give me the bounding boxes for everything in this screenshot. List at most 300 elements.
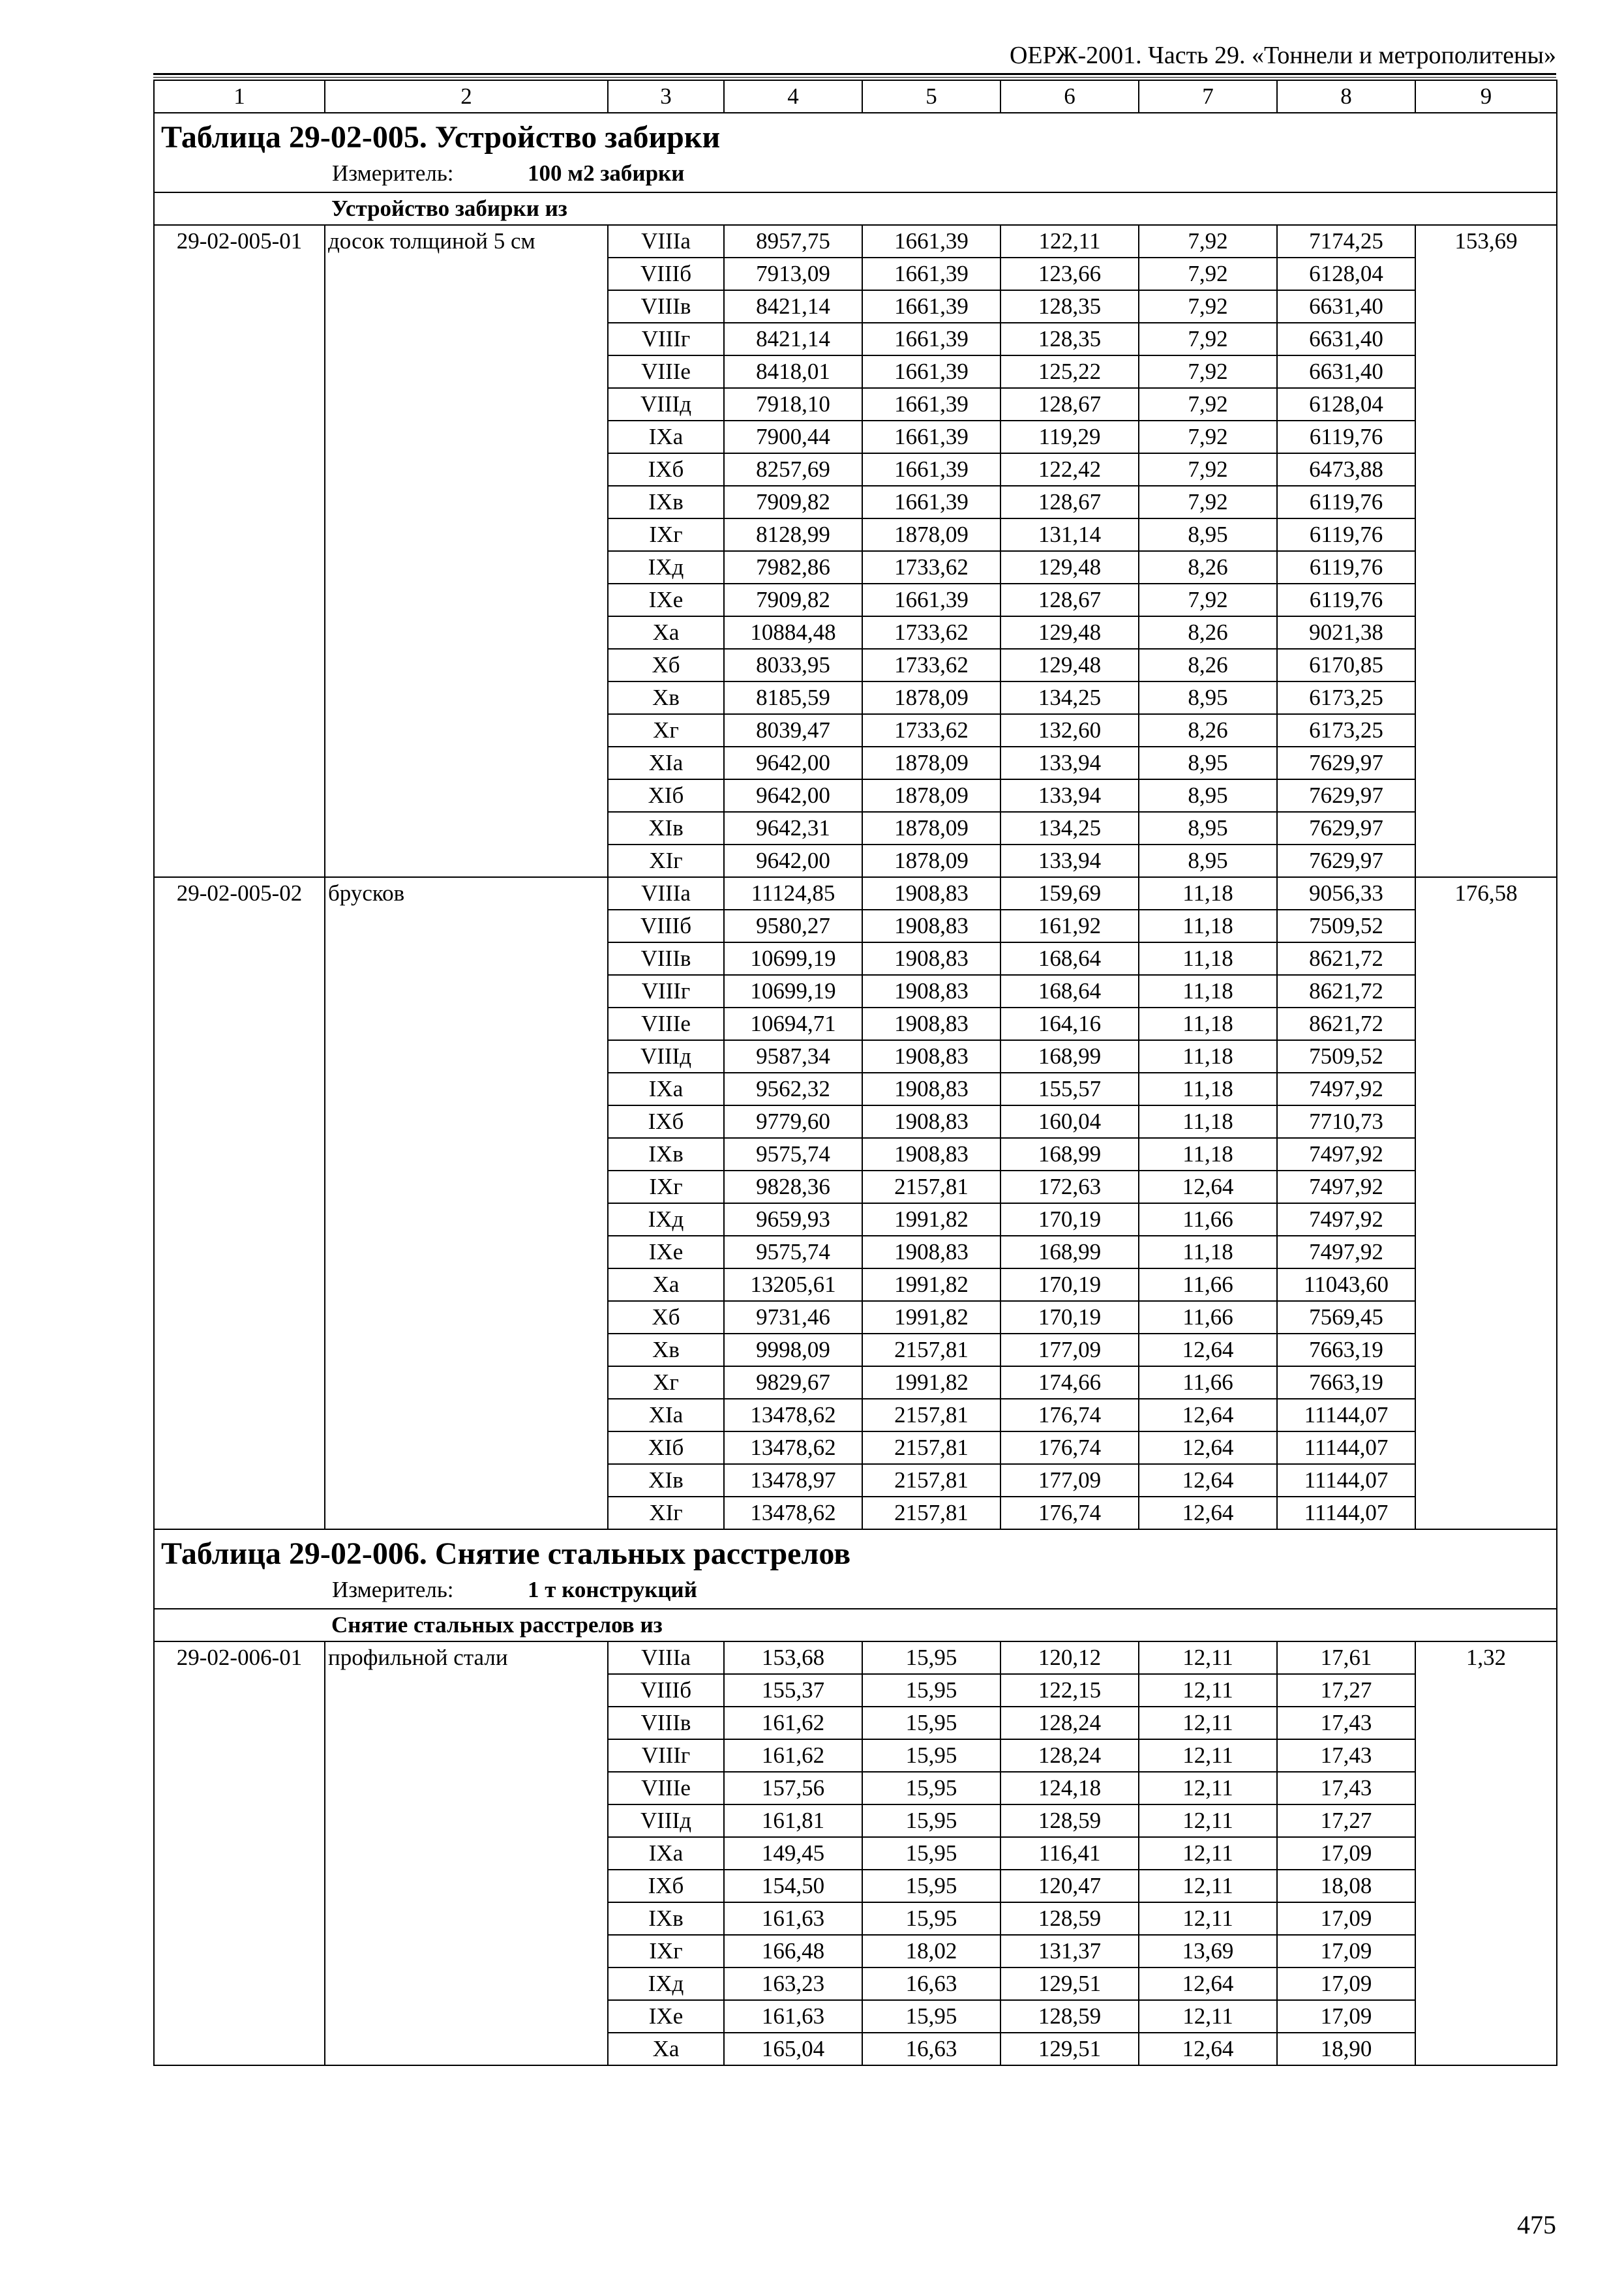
materials-cost: 7629,97: [1277, 812, 1415, 845]
total-cost: 9998,09: [724, 1334, 862, 1366]
machinist-wages: 11,18: [1139, 975, 1277, 1008]
machine-cost: 122,11: [1000, 225, 1139, 258]
materials-cost: 11043,60: [1277, 1268, 1415, 1301]
zone-class: Xб: [608, 1301, 724, 1334]
total-cost: 8421,14: [724, 323, 862, 355]
materials-cost: 8621,72: [1277, 1008, 1415, 1040]
wages: 1661,39: [862, 258, 1000, 290]
wages: 1908,83: [862, 877, 1000, 910]
zone-class: VIIIд: [608, 388, 724, 421]
total-cost: 157,56: [724, 1772, 862, 1804]
zone-class: XIа: [608, 1399, 724, 1431]
machinist-wages: 8,26: [1139, 551, 1277, 584]
materials-cost: 17,27: [1277, 1674, 1415, 1707]
materials-cost: 7663,19: [1277, 1366, 1415, 1399]
rate-code: 29-02-005-02: [154, 877, 325, 1529]
wages: 15,95: [862, 1772, 1000, 1804]
measure-row: [154, 1574, 1557, 1609]
zone-class: Xа: [608, 1268, 724, 1301]
materials-cost: 6128,04: [1277, 258, 1415, 290]
rate-name: досок толщиной 5 см: [325, 225, 608, 877]
machine-cost: 128,67: [1000, 486, 1139, 518]
machinist-wages: 11,18: [1139, 877, 1277, 910]
machine-cost: 174,66: [1000, 1366, 1139, 1399]
machine-cost: 122,15: [1000, 1674, 1139, 1707]
total-cost: 161,62: [724, 1739, 862, 1772]
machinist-wages: 8,95: [1139, 779, 1277, 812]
wages: 15,95: [862, 1902, 1000, 1935]
total-cost: 7982,86: [724, 551, 862, 584]
materials-cost: 7509,52: [1277, 1040, 1415, 1073]
wages: 1878,09: [862, 845, 1000, 877]
wages: 15,95: [862, 2000, 1000, 2033]
machine-cost: 116,41: [1000, 1837, 1139, 1870]
materials-cost: 7497,92: [1277, 1073, 1415, 1105]
measure-value: 100 м2 забирки: [528, 160, 685, 186]
machine-cost: 133,94: [1000, 747, 1139, 779]
materials-cost: 7497,92: [1277, 1171, 1415, 1203]
machinist-wages: 12,64: [1139, 2033, 1277, 2065]
wages: 2157,81: [862, 1399, 1000, 1431]
materials-cost: 17,43: [1277, 1772, 1415, 1804]
wages: 1661,39: [862, 225, 1000, 258]
materials-cost: 8621,72: [1277, 975, 1415, 1008]
total-cost: 9829,67: [724, 1366, 862, 1399]
zone-class: IXб: [608, 453, 724, 486]
total-cost: 8128,99: [724, 518, 862, 551]
machinist-wages: 12,64: [1139, 1431, 1277, 1464]
machinist-wages: 7,92: [1139, 421, 1277, 453]
wages: 2157,81: [862, 1431, 1000, 1464]
machine-cost: 128,35: [1000, 323, 1139, 355]
machinist-wages: 8,95: [1139, 747, 1277, 779]
machine-cost: 124,18: [1000, 1772, 1139, 1804]
section-subtitle: Снятие стальных расстрелов из: [154, 1609, 1557, 1641]
zone-class: VIIIе: [608, 355, 724, 388]
machine-cost: 131,37: [1000, 1935, 1139, 1967]
machine-cost: 168,99: [1000, 1138, 1139, 1171]
total-cost: 8957,75: [724, 225, 862, 258]
materials-cost: 7629,97: [1277, 747, 1415, 779]
machine-cost: 128,35: [1000, 290, 1139, 323]
column-number: 2: [325, 80, 608, 113]
machine-cost: 128,24: [1000, 1739, 1139, 1772]
machine-cost: 129,48: [1000, 616, 1139, 649]
zone-class: XIв: [608, 812, 724, 845]
zone-class: Xг: [608, 714, 724, 747]
total-cost: 11124,85: [724, 877, 862, 910]
rate-name: брусков: [325, 877, 608, 1529]
zone-class: Xа: [608, 616, 724, 649]
materials-cost: 17,61: [1277, 1641, 1415, 1674]
machinist-wages: 12,64: [1139, 1171, 1277, 1203]
total-cost: 7900,44: [724, 421, 862, 453]
wages: 1908,83: [862, 1236, 1000, 1268]
materials-cost: 6631,40: [1277, 323, 1415, 355]
total-cost: 13478,97: [724, 1464, 862, 1497]
section-title-row: [154, 1529, 1557, 1574]
column-number: 4: [724, 80, 862, 113]
wages: 1908,83: [862, 1008, 1000, 1040]
materials-cost: 17,09: [1277, 2000, 1415, 2033]
materials-cost: 6173,25: [1277, 714, 1415, 747]
machinist-wages: 12,64: [1139, 1497, 1277, 1529]
machine-cost: 129,51: [1000, 1967, 1139, 2000]
machine-cost: 172,63: [1000, 1171, 1139, 1203]
total-cost: 13478,62: [724, 1431, 862, 1464]
zone-class: VIIIб: [608, 258, 724, 290]
total-cost: 9642,31: [724, 812, 862, 845]
materials-cost: 6119,76: [1277, 551, 1415, 584]
materials-cost: 7497,92: [1277, 1236, 1415, 1268]
header-rule-thick: [153, 73, 1556, 75]
wages: 2157,81: [862, 1334, 1000, 1366]
machinist-wages: 11,18: [1139, 1138, 1277, 1171]
total-cost: 8257,69: [724, 453, 862, 486]
machine-cost: 125,22: [1000, 355, 1139, 388]
wages: 1661,39: [862, 290, 1000, 323]
machine-cost: 164,16: [1000, 1008, 1139, 1040]
rates-table: [153, 80, 1557, 2066]
zone-class: VIIIг: [608, 1739, 724, 1772]
zone-class: VIIIд: [608, 1804, 724, 1837]
machine-cost: 159,69: [1000, 877, 1139, 910]
machine-cost: 128,24: [1000, 1707, 1139, 1739]
machine-cost: 170,19: [1000, 1203, 1139, 1236]
machine-cost: 131,14: [1000, 518, 1139, 551]
machinist-wages: 7,92: [1139, 584, 1277, 616]
total-cost: 9642,00: [724, 779, 862, 812]
zone-class: IXв: [608, 1902, 724, 1935]
zone-class: Xв: [608, 1334, 724, 1366]
zone-class: VIIIа: [608, 225, 724, 258]
machinist-wages: 7,92: [1139, 486, 1277, 518]
materials-cost: 11144,07: [1277, 1399, 1415, 1431]
wages: 15,95: [862, 1707, 1000, 1739]
materials-cost: 6119,76: [1277, 518, 1415, 551]
materials-cost: 7710,73: [1277, 1105, 1415, 1138]
machine-cost: 128,67: [1000, 584, 1139, 616]
wages: 2157,81: [862, 1497, 1000, 1529]
machine-cost: 120,12: [1000, 1641, 1139, 1674]
wages: 1661,39: [862, 453, 1000, 486]
machinist-wages: 12,11: [1139, 1772, 1277, 1804]
wages: 15,95: [862, 1804, 1000, 1837]
wages: 16,63: [862, 1967, 1000, 2000]
column-number: 1: [154, 80, 325, 113]
column-number: 9: [1415, 80, 1557, 113]
wages: 2157,81: [862, 1464, 1000, 1497]
machinist-wages: 11,18: [1139, 1073, 1277, 1105]
wages: 1908,83: [862, 1040, 1000, 1073]
table-row: [154, 1641, 1557, 1674]
materials-cost: 11144,07: [1277, 1464, 1415, 1497]
machine-cost: 134,25: [1000, 812, 1139, 845]
total-cost: 9828,36: [724, 1171, 862, 1203]
machinist-wages: 12,64: [1139, 1967, 1277, 2000]
header-rule-thin: [153, 77, 1556, 78]
section-title: Таблица 29-02-005. Устройство забирки: [161, 120, 721, 155]
total-cost: 161,63: [724, 1902, 862, 1935]
total-cost: 8039,47: [724, 714, 862, 747]
wages: 15,95: [862, 1837, 1000, 1870]
column-number: 7: [1139, 80, 1277, 113]
rate-code: 29-02-006-01: [154, 1641, 325, 2065]
zone-class: Xб: [608, 649, 724, 681]
total-cost: 155,37: [724, 1674, 862, 1707]
zone-class: VIIIа: [608, 877, 724, 910]
machine-cost: 160,04: [1000, 1105, 1139, 1138]
zone-class: IXг: [608, 1935, 724, 1967]
materials-cost: 6119,76: [1277, 421, 1415, 453]
subtitle-row: [154, 192, 1557, 225]
machinist-wages: 12,11: [1139, 1674, 1277, 1707]
materials-cost: 6128,04: [1277, 388, 1415, 421]
wages: 18,02: [862, 1935, 1000, 1967]
machine-cost: 177,09: [1000, 1334, 1139, 1366]
total-cost: 13478,62: [724, 1497, 862, 1529]
zone-class: XIг: [608, 1497, 724, 1529]
machinist-wages: 11,66: [1139, 1203, 1277, 1236]
column-number-row: [154, 80, 1557, 113]
wages: 1661,39: [862, 486, 1000, 518]
materials-cost: 7509,52: [1277, 910, 1415, 942]
measure-cell: [154, 1574, 1557, 1609]
machinist-wages: 7,92: [1139, 453, 1277, 486]
wages: 15,95: [862, 1870, 1000, 1902]
labor-cost: 1,32: [1415, 1641, 1557, 2065]
wages: 1908,83: [862, 1073, 1000, 1105]
machinist-wages: 7,92: [1139, 388, 1277, 421]
measure-label: Измеритель:: [332, 160, 454, 186]
zone-class: VIIIд: [608, 1040, 724, 1073]
wages: 1878,09: [862, 812, 1000, 845]
machine-cost: 128,59: [1000, 1804, 1139, 1837]
zone-class: IXг: [608, 518, 724, 551]
materials-cost: 17,09: [1277, 1967, 1415, 2000]
zone-class: IXа: [608, 421, 724, 453]
materials-cost: 8621,72: [1277, 942, 1415, 975]
wages: 1908,83: [862, 1105, 1000, 1138]
wages: 1661,39: [862, 421, 1000, 453]
zone-class: XIа: [608, 747, 724, 779]
machinist-wages: 12,11: [1139, 1837, 1277, 1870]
machine-cost: 119,29: [1000, 421, 1139, 453]
total-cost: 10699,19: [724, 975, 862, 1008]
materials-cost: 6119,76: [1277, 584, 1415, 616]
zone-class: IXб: [608, 1105, 724, 1138]
wages: 1991,82: [862, 1203, 1000, 1236]
total-cost: 9575,74: [724, 1138, 862, 1171]
wages: 1991,82: [862, 1366, 1000, 1399]
zone-class: VIIIб: [608, 1674, 724, 1707]
materials-cost: 17,43: [1277, 1739, 1415, 1772]
machine-cost: 168,99: [1000, 1040, 1139, 1073]
zone-class: Xг: [608, 1366, 724, 1399]
running-header: ОЕРЖ-2001. Часть 29. «Тоннели и метрополитены»: [1009, 42, 1556, 69]
zone-class: XIг: [608, 845, 724, 877]
total-cost: 9642,00: [724, 845, 862, 877]
total-cost: 154,50: [724, 1870, 862, 1902]
machinist-wages: 7,92: [1139, 323, 1277, 355]
wages: 1878,09: [862, 779, 1000, 812]
measure-row: [154, 158, 1557, 192]
total-cost: 9659,93: [724, 1203, 862, 1236]
zone-class: IXе: [608, 1236, 724, 1268]
zone-class: IXд: [608, 551, 724, 584]
total-cost: 165,04: [724, 2033, 862, 2065]
wages: 1733,62: [862, 649, 1000, 681]
machine-cost: 128,59: [1000, 1902, 1139, 1935]
column-number: 6: [1000, 80, 1139, 113]
machine-cost: 123,66: [1000, 258, 1139, 290]
materials-cost: 7629,97: [1277, 845, 1415, 877]
total-cost: 7918,10: [724, 388, 862, 421]
total-cost: 10884,48: [724, 616, 862, 649]
machinist-wages: 7,92: [1139, 258, 1277, 290]
machinist-wages: 12,11: [1139, 1739, 1277, 1772]
machine-cost: 133,94: [1000, 845, 1139, 877]
machinist-wages: 11,66: [1139, 1366, 1277, 1399]
machinist-wages: 7,92: [1139, 225, 1277, 258]
zone-class: IXд: [608, 1967, 724, 2000]
machinist-wages: 8,95: [1139, 845, 1277, 877]
subtitle-row: [154, 1609, 1557, 1641]
machinist-wages: 13,69: [1139, 1935, 1277, 1967]
total-cost: 9587,34: [724, 1040, 862, 1073]
machinist-wages: 12,64: [1139, 1334, 1277, 1366]
wages: 1733,62: [862, 714, 1000, 747]
zone-class: VIIIв: [608, 942, 724, 975]
total-cost: 161,81: [724, 1804, 862, 1837]
wages: 1991,82: [862, 1268, 1000, 1301]
total-cost: 8418,01: [724, 355, 862, 388]
wages: 1908,83: [862, 910, 1000, 942]
machine-cost: 120,47: [1000, 1870, 1139, 1902]
column-number: 5: [862, 80, 1000, 113]
machinist-wages: 12,11: [1139, 2000, 1277, 2033]
materials-cost: 7174,25: [1277, 225, 1415, 258]
materials-cost: 17,43: [1277, 1707, 1415, 1739]
measure-label: Измеритель:: [332, 1577, 454, 1602]
wages: 1661,39: [862, 388, 1000, 421]
machinist-wages: 12,64: [1139, 1399, 1277, 1431]
zone-class: IXа: [608, 1073, 724, 1105]
wages: 1878,09: [862, 747, 1000, 779]
machine-cost: 132,60: [1000, 714, 1139, 747]
section-subtitle: Устройство забирки из: [154, 192, 1557, 225]
machine-cost: 129,48: [1000, 551, 1139, 584]
machine-cost: 134,25: [1000, 681, 1139, 714]
machine-cost: 176,74: [1000, 1399, 1139, 1431]
total-cost: 13205,61: [724, 1268, 862, 1301]
wages: 1733,62: [862, 551, 1000, 584]
machinist-wages: 11,18: [1139, 1008, 1277, 1040]
machine-cost: 176,74: [1000, 1497, 1139, 1529]
machinist-wages: 8,95: [1139, 681, 1277, 714]
zone-class: IXв: [608, 1138, 724, 1171]
total-cost: 7913,09: [724, 258, 862, 290]
machine-cost: 168,64: [1000, 942, 1139, 975]
measure-value: 1 т конструкций: [528, 1577, 697, 1602]
wages: 1908,83: [862, 942, 1000, 975]
total-cost: 9731,46: [724, 1301, 862, 1334]
machinist-wages: 12,11: [1139, 1902, 1277, 1935]
materials-cost: 18,90: [1277, 2033, 1415, 2065]
total-cost: 161,63: [724, 2000, 862, 2033]
measure-cell: [154, 158, 1557, 192]
machinist-wages: 11,18: [1139, 910, 1277, 942]
wages: 1878,09: [862, 518, 1000, 551]
total-cost: 153,68: [724, 1641, 862, 1674]
zone-class: VIIIе: [608, 1008, 724, 1040]
machine-cost: 128,59: [1000, 2000, 1139, 2033]
materials-cost: 6473,88: [1277, 453, 1415, 486]
materials-cost: 6173,25: [1277, 681, 1415, 714]
machinist-wages: 11,66: [1139, 1268, 1277, 1301]
total-cost: 7909,82: [724, 486, 862, 518]
machine-cost: 168,64: [1000, 975, 1139, 1008]
machinist-wages: 11,18: [1139, 1105, 1277, 1138]
machinist-wages: 8,95: [1139, 518, 1277, 551]
zone-class: VIIIб: [608, 910, 724, 942]
total-cost: 13478,62: [724, 1399, 862, 1431]
machine-cost: 177,09: [1000, 1464, 1139, 1497]
machinist-wages: 8,26: [1139, 714, 1277, 747]
materials-cost: 17,09: [1277, 1902, 1415, 1935]
materials-cost: 11144,07: [1277, 1431, 1415, 1464]
materials-cost: 17,09: [1277, 1935, 1415, 1967]
wages: 16,63: [862, 2033, 1000, 2065]
zone-class: IXа: [608, 1837, 724, 1870]
zone-class: VIIIв: [608, 290, 724, 323]
materials-cost: 7497,92: [1277, 1203, 1415, 1236]
column-number: 3: [608, 80, 724, 113]
machinist-wages: 11,18: [1139, 1040, 1277, 1073]
machine-cost: 129,51: [1000, 2033, 1139, 2065]
wages: 1991,82: [862, 1301, 1000, 1334]
machine-cost: 170,19: [1000, 1268, 1139, 1301]
total-cost: 161,62: [724, 1707, 862, 1739]
zone-class: IXг: [608, 1171, 724, 1203]
zone-class: IXв: [608, 486, 724, 518]
zone-class: VIIIв: [608, 1707, 724, 1739]
materials-cost: 18,08: [1277, 1870, 1415, 1902]
wages: 1661,39: [862, 584, 1000, 616]
wages: 1733,62: [862, 616, 1000, 649]
total-cost: 7909,82: [724, 584, 862, 616]
section-title-cell: [154, 1529, 1557, 1574]
wages: 15,95: [862, 1739, 1000, 1772]
labor-cost: 176,58: [1415, 877, 1557, 1529]
materials-cost: 6119,76: [1277, 486, 1415, 518]
total-cost: 10694,71: [724, 1008, 862, 1040]
total-cost: 10699,19: [724, 942, 862, 975]
materials-cost: 6631,40: [1277, 355, 1415, 388]
table-row: [154, 225, 1557, 258]
wages: 15,95: [862, 1674, 1000, 1707]
machinist-wages: 7,92: [1139, 290, 1277, 323]
wages: 15,95: [862, 1641, 1000, 1674]
total-cost: 8185,59: [724, 681, 862, 714]
zone-class: IXб: [608, 1870, 724, 1902]
machine-cost: 168,99: [1000, 1236, 1139, 1268]
zone-class: XIб: [608, 779, 724, 812]
rates-table-body: [154, 80, 1557, 2065]
materials-cost: 9021,38: [1277, 616, 1415, 649]
materials-cost: 17,09: [1277, 1837, 1415, 1870]
materials-cost: 7569,45: [1277, 1301, 1415, 1334]
